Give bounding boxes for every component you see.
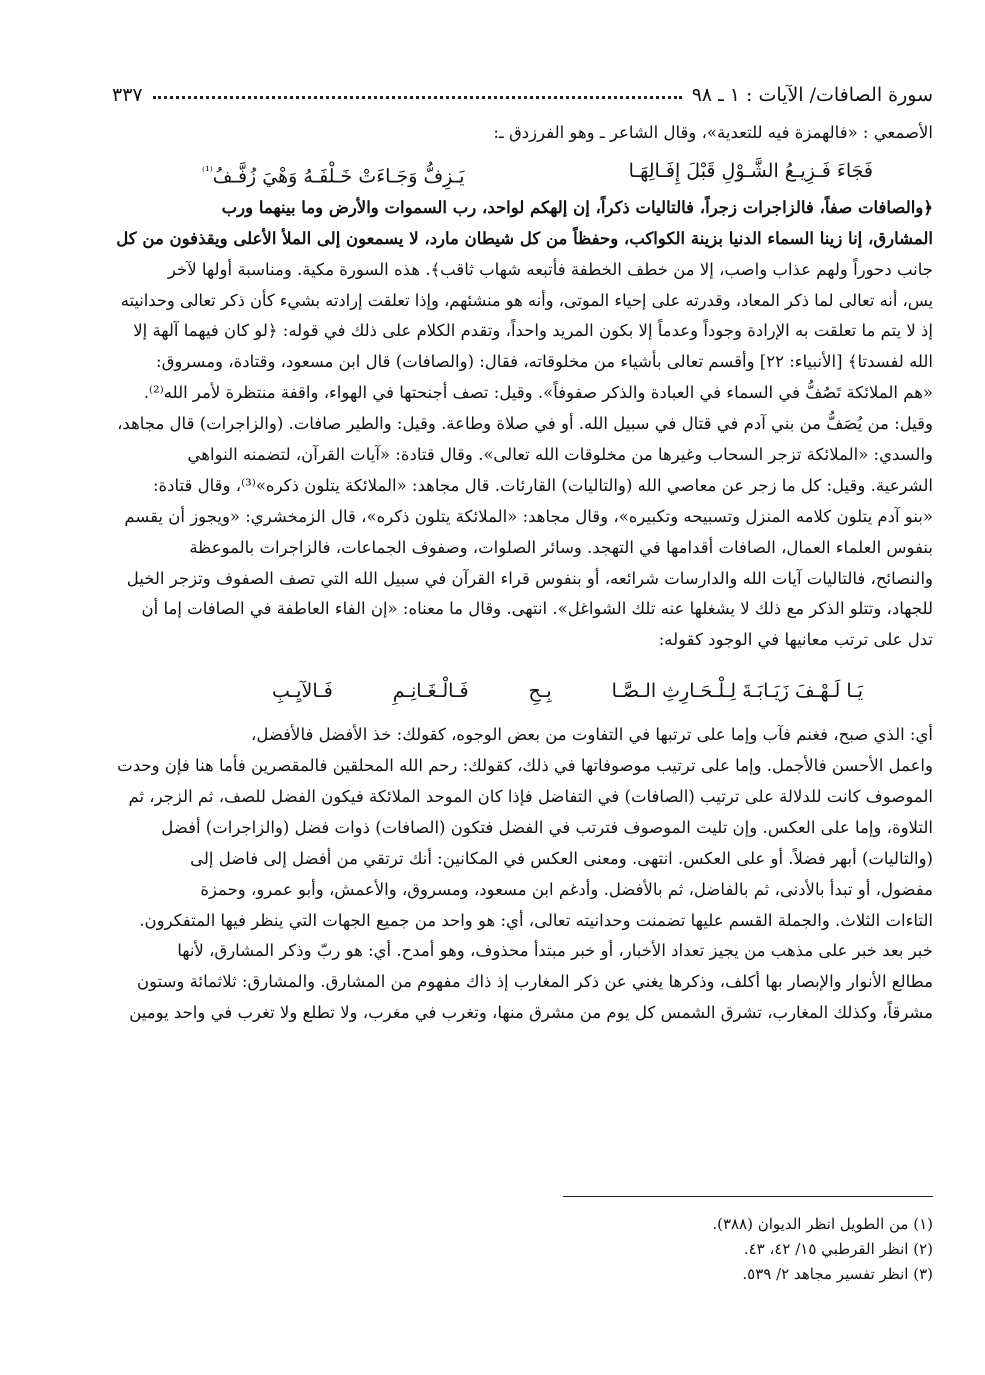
text-line: بنفوس العلماء العمال، الصافات أقدامها في التهجد. وسائر الصلوات، وصفوف الجماعات، فالزاجرات بالموعظة (189, 537, 933, 557)
verse-part: فَـالْـغَـانِـمِ (392, 680, 469, 703)
text-line: مطالع الأنوار والإبصار بها أكلف، وذكرها يغني عن ذكر المغارب إذ ذاك مفهوم من المشارق. والمشارق: ثلاثمائة وستون (136, 972, 933, 992)
footnote: (١) من الطويل انظر الديوان (٣٨٨). (712, 1215, 933, 1233)
page-number: ٣٣٧ (112, 84, 143, 106)
main-text (112, 118, 933, 1029)
footnote: (٢) انظر القرطبي ١٥/ ٤٢، ٤٣. (743, 1240, 933, 1258)
footnote: (٣) انظر تفسير مجاهد ٢/ ٥٣٩. (742, 1265, 933, 1283)
text-line: إذ لا يتم ما تعلقت به الإرادة وجوداً وعدماً إلا بكون المريد واحداً، وتقدم الكلام على ذلك في قوله: ﴿لو كان فيهما آلهة إلا (133, 321, 933, 341)
text-line: للجهاد، وتتلو الذكر مع ذلك لا يشغلها عنه تلك الشواغل». انتهى. وقال ما معناه: «إن الفاء العاطفة في الصافات إما أن (141, 599, 933, 619)
text-line: يس، أنه تعالى لما ذكر المعاد، وقدرته على إحياء الموتى، وأنه هو منشئهم، وإذا تعلقت إرادته بشيء كأن ذكر تعالى وحدانيته (120, 290, 933, 310)
footnote-marker: ⁽¹⁾ (202, 163, 213, 178)
text-line: الأصمعي : «فالهمزة فيه للتعدية»، وقال الشاعر ـ وهو الفرزدق ـ: (493, 123, 933, 142)
text-line: والنصائح، فالتاليات آيات الله والدارسات شرائعه، أو بنفوس قراء القرآن في سبيل الله التي تصف الصفوف وتزجر الخيل (126, 568, 933, 588)
text-line: خبر بعد خبر على مذهب من يجيز تعداد الأخبار، أو خبر مبتدأ محذوف، وهو أمدح. أي: هو ربّ وذكر المشارق، لأنها (177, 941, 933, 961)
verse-hemistich-right: فَجَاءَ فَـزِيـعُ الشَّـوْلِ قَبْلَ إِفَـالِهَـا (628, 159, 873, 182)
running-title: سورة الصافات/ الآيات : ١ ـ ٩٨ (691, 84, 933, 106)
verse-part: بِـحِ (528, 680, 552, 703)
text-line: (والتاليات) أبهر فضلاً. أو على العكس. انتهى. ومعنى العكس في المكانين: أنك ترتقي من أفضل إلى فاضل إلى (190, 848, 933, 868)
quran-verse-line: المشارق، إنا زينا السماء الدنيا بزينة الكواكب، وحفظاً من كل شيطان مارد، لا يسمعون إلى الملأ الأعلى ويقذفون من كل (116, 228, 933, 248)
footnotes (333, 1212, 933, 1287)
quran-verse-line: ﴿والصافات صفاً، فالزاجرات زجراً، فالتاليات ذكراً، إن إلهكم لواحد، رب السموات والأرض وما بينهما ورب (221, 197, 933, 217)
verse-hemistich-left: يَـزِفُّ وَجَـاءَتْ خَـلْفَـهُ وَهْيَ زُفَّـفُ$^{^{(1)}}$ (202, 163, 465, 188)
text-line: أي: الذي صبح، فغنم فآب وإما على ترتبها في التفاوت من بعض الوجوه، كقولك: خذ الأفضل فالأفضل، (251, 725, 933, 745)
verse-part: فَـالآيِـبِ (272, 680, 333, 703)
poem-verse (112, 149, 933, 193)
text-line: الله لفسدتا﴾ [الأنبياء: ٢٢] وأقسم تعالى بأشياء من مخلوقاته، فقال: (والصافات) قال ابن مسعود، وقتادة، ومسروق: (156, 352, 933, 372)
page-header (112, 76, 933, 106)
poem-verse (112, 662, 933, 720)
text-line: مفضول، أو تبدأ بالأدنى، ثم بالفاضل، ثم بالأفضل. وأدغم ابن مسعود، ومسروق، والأعمش، وأبو عمرو، وحمزة (200, 879, 933, 899)
text-line: «بنو آدم يتلون كلامه المنزل وتسبيحه وتكبيره»، وقال مجاهد: «الملائكة يتلون ذكره»، قال الزمخشري: «ويجوز أن يقسم (124, 506, 933, 526)
text-line: تدل على ترتب معانيها في الوجود كقوله: (658, 630, 933, 650)
text-line: واعمل الأحسن فالأجمل. وإما على ترتيب موصوفاتها في ذلك، كقولك: رحم الله المحلقين فالمقصرين فأما هنا فإن وحدت (117, 756, 933, 776)
text-line: الموصوف كانت للدلالة على ترتيب (الصافات) في التفاضل فإذا كان الموحد الملائكة فيكون الفضل للصف، ثم الزجر، ثم (128, 787, 933, 807)
text-line: التلاوة، وإما على العكس. وإن تليت الموصوف فترتب في الفضل فتكون (الصافات) ذوات فضل (والزاجرات) أفضل (161, 817, 933, 837)
text-line: الشرعية. وقيل: كل ما زجر عن معاصي الله (والتاليات) القارئات. قال مجاهد: «الملائكة يتلون ذكره»⁽³⁾، وقال قتادة: (152, 475, 933, 495)
verse-part: يَـا لَـهْـفَ زَيَـابَـةَ لِـلْـحَـارِثِ الـصَّـا (611, 680, 863, 703)
footnote-divider (563, 1196, 933, 1197)
text-line: جانب دحوراً ولهم عذاب واصب، إلا من خطف الخطفة فأتبعه شهاب ثاقب﴾. هذه السورة مكية. ومناسبة أولها لآخر (167, 259, 933, 279)
text-line: التاءات الثلاث. والجملة القسم عليها تضمنت وحدانيته تعالى، أي: هو واحد من جميع الجهات التي ينظر فيها المتفكرون. (139, 910, 933, 930)
text-line: «هم الملائكة تَصُفُّ في السماء في العبادة والذكر صفوفاً». وقيل: تصف أجنحتها في الهواء، واقفة منتظرة لأمر الله⁽²⁾. (143, 383, 933, 403)
leader-dots (153, 96, 682, 99)
text-line: مشرقاً، وكذلك المغارب، تشرق الشمس كل يوم من مشرق منها، وتغرب في مغرب، ولا تطلع ولا تغرب في واحد يومين (129, 1003, 933, 1023)
text-line: وقيل: من يُصَفُّ من بني آدم في قتال في سبيل الله. أو في صلاة وطاعة. وقيل: والطير صافات. (والزاجرات) قال مجاهد، (117, 414, 933, 434)
text-line: والسدي: «الملائكة تزجر السحاب وغيرها من مخلوقات الله تعالى». وقال قتادة: «آيات القرآن، لتضمنه النواهي (187, 445, 933, 465)
